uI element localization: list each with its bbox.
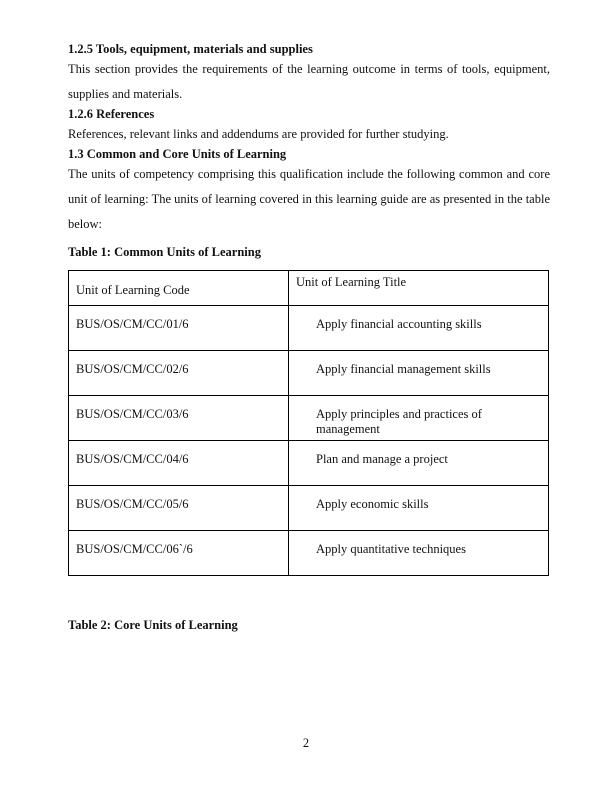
table1-caption: Table 1: Common Units of Learning [68,245,261,259]
page-number: 2 [302,736,310,750]
heading-references: 1.2.6 References [68,107,155,121]
table-row [69,486,549,531]
unit-title: Apply financial accounting skills [289,306,549,351]
unit-title: Apply quantitative techniques [289,531,549,576]
unit-title: Plan and manage a project [289,441,549,486]
unit-title: Apply financial management skills [289,351,549,396]
column-header-title: Unit of Learning Title [289,271,549,306]
heading-common-core-units: 1.3 Common and Core Units of Learning [68,147,287,161]
table-row [69,441,549,486]
table-row [69,306,549,351]
paragraph-common-core-units: The units of competency comprising this qualification include the following common and core unit of learning: The units of learning covered in this learning guide are as presented in the table below: [68,167,550,231]
common-units-table [68,270,549,576]
unit-code: BUS/OS/CM/CC/05/6 [69,486,289,531]
unit-code: BUS/OS/CM/CC/02/6 [69,351,289,396]
table2-caption: Table 2: Core Units of Learning [68,618,238,632]
table-row [69,396,549,441]
unit-title: Apply economic skills [289,486,549,531]
paragraph-references: References, relevant links and addendums are provided for further studying. [68,127,449,141]
table-row [69,351,549,396]
table-row [69,531,549,576]
heading-tools-equipment: 1.2.5 Tools, equipment, materials and supplies [68,42,313,56]
unit-code: BUS/OS/CM/CC/03/6 [69,396,289,441]
unit-code: BUS/OS/CM/CC/04/6 [69,441,289,486]
paragraph-tools-equipment: This section provides the requirements of the learning outcome in terms of tools, equipment, supplies and materials. [68,62,550,101]
unit-title: Apply principles and practices of management [289,396,549,441]
column-header-code: Unit of Learning Code [69,271,289,306]
unit-code: BUS/OS/CM/CC/01/6 [69,306,289,351]
unit-code: BUS/OS/CM/CC/06`/6 [69,531,289,576]
page-content [68,0,550,633]
table-header-row [69,271,549,306]
